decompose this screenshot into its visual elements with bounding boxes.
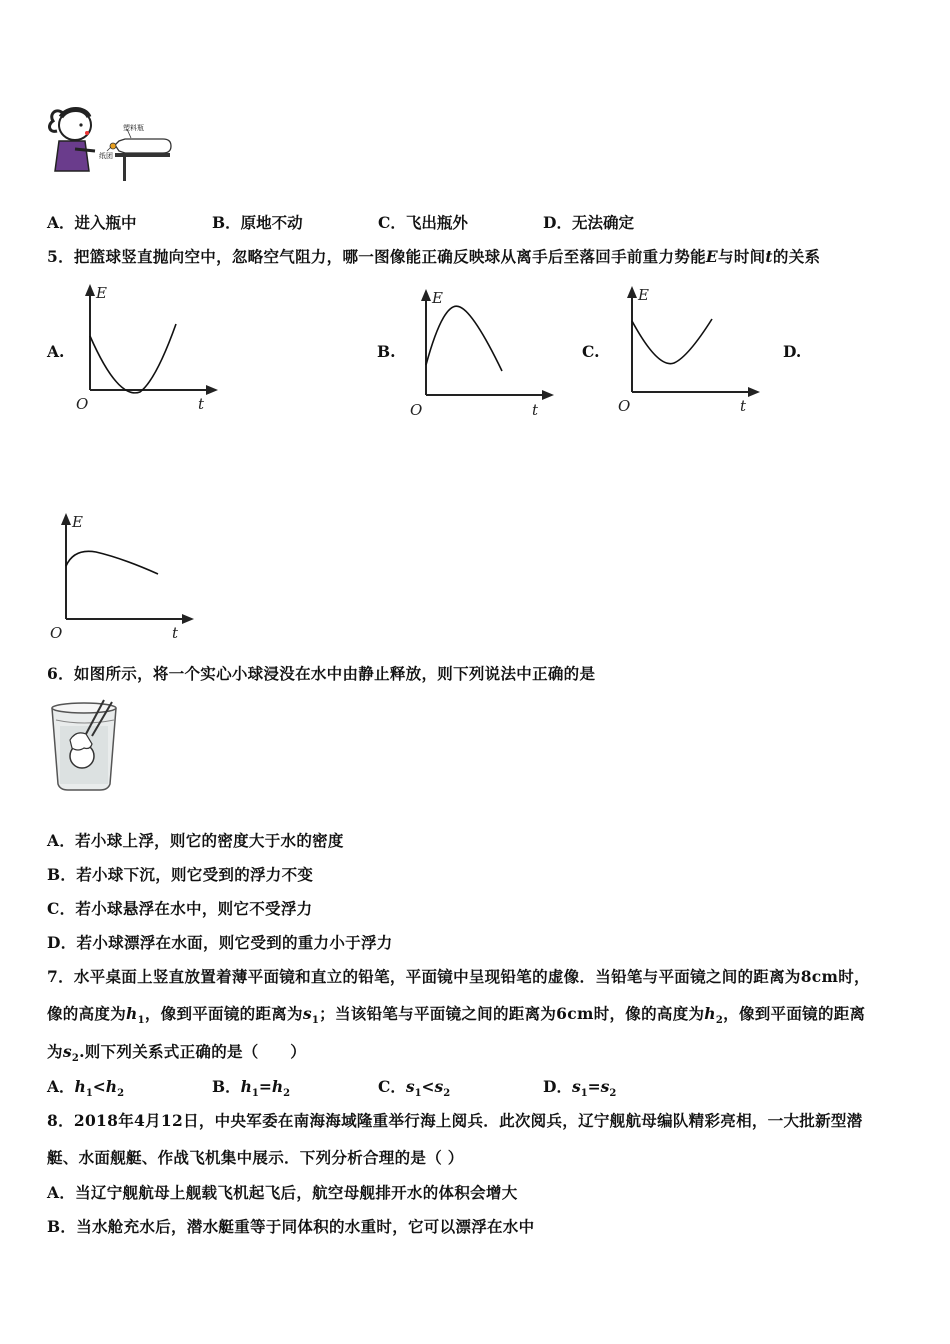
q7-option-a: A．$h_1<h_2$ <box>47 1077 125 1100</box>
origin-label: O <box>410 401 423 419</box>
q7-option-b: B．$h_1=h_2$ <box>212 1077 291 1100</box>
q7-line1: 7．水平桌面上竖直放置着薄平面镜和直立的铅笔，平面镜中呈现铅笔的虚像．当铅笔与平面镜之间的距离为8cm时， <box>47 967 870 986</box>
q4-option-b: B．原地不动 <box>212 213 303 232</box>
energy-curve <box>426 306 502 371</box>
axis-label-e: E <box>72 513 83 531</box>
q5-graph-d <box>42 510 202 644</box>
q6-option-b: B．若小球下沉，则它受到的浮力不变 <box>47 865 314 884</box>
q8-line1: 8．2018年4月12日，中央军委在南海海域隆重举行海上阅兵．此次阅兵，辽宁舰航母编队精彩亮相，一大批新型潜 <box>47 1111 863 1130</box>
q5-stem: 5．把篮球竖直抛向空中，忽略空气阻力，哪一图像能正确反映球从离手后至落回手前重力势能E与时间t的关系 <box>47 247 821 266</box>
q5-graph-c <box>608 283 768 417</box>
q8-line2: 艇、水面舰艇、作战飞机集中展示．下列分析合理的是（ ） <box>47 1148 464 1167</box>
q7-option-d: D．$s_1=s_2$ <box>543 1077 617 1100</box>
q5-option-d-label: D. <box>783 342 802 361</box>
axis-label-t: t <box>740 397 747 415</box>
q6-option-c: C．若小球悬浮在水中，则它不受浮力 <box>47 899 313 918</box>
origin-label: O <box>76 395 89 413</box>
q5-option-a-label: A. <box>47 342 65 361</box>
energy-curve <box>90 324 176 393</box>
q5-graph-a <box>66 282 226 416</box>
axis-label-e: E <box>638 286 649 304</box>
axis-label-t: t <box>198 395 205 413</box>
girl-bottle-illustration <box>45 105 175 183</box>
q6-option-d: D．若小球漂浮在水面，则它受到的重力小于浮力 <box>47 933 393 952</box>
ball-label: 纸团 <box>99 152 113 160</box>
q4-figure <box>45 105 175 183</box>
q8-option-b: B．当水舱充水后，潜水艇重等于同体积的水重时，它可以漂浮在水中 <box>47 1217 535 1236</box>
bottle-label: 塑料瓶 <box>123 124 144 132</box>
q5-option-b-label: B. <box>377 342 396 361</box>
q6-beaker-figure <box>46 696 122 792</box>
q6-stem: 6．如图所示，将一个实心小球浸没在水中由静止释放，则下列说法中正确的是 <box>47 664 596 683</box>
axis-label-t: t <box>532 401 539 419</box>
origin-label: O <box>50 624 63 642</box>
energy-curve <box>632 319 712 364</box>
axis-label-e: E <box>432 289 443 307</box>
q8-option-a: A．当辽宁舰航母上舰载飞机起飞后，航空母舰排开水的体积会增大 <box>47 1183 518 1202</box>
origin-label: O <box>618 397 631 415</box>
axis-label-t: t <box>172 624 179 642</box>
energy-curve <box>66 551 158 574</box>
q7-option-c: C．$s_1<s_2$ <box>378 1077 451 1100</box>
q4-option-d: D．无法确定 <box>543 213 634 232</box>
axis-label-e: E <box>96 284 107 302</box>
q7-line3: 为$s_2$.则下列关系式正确的是（ ） <box>47 1042 307 1065</box>
q4-option-c: C．飞出瓶外 <box>378 213 468 232</box>
q7-line2: 像的高度为$h_1$，像到平面镜的距离为$s_1$；当该铅笔与平面镜之间的距离为6cm时，像的高度为$h_2$，像到平面镜的距离 <box>47 1004 866 1027</box>
q6-option-a: A．若小球上浮，则它的密度大于水的密度 <box>47 831 344 850</box>
q5-graph-b <box>402 285 562 419</box>
q4-option-a: A．进入瓶中 <box>47 213 137 232</box>
q5-option-c-label: C. <box>582 342 600 361</box>
